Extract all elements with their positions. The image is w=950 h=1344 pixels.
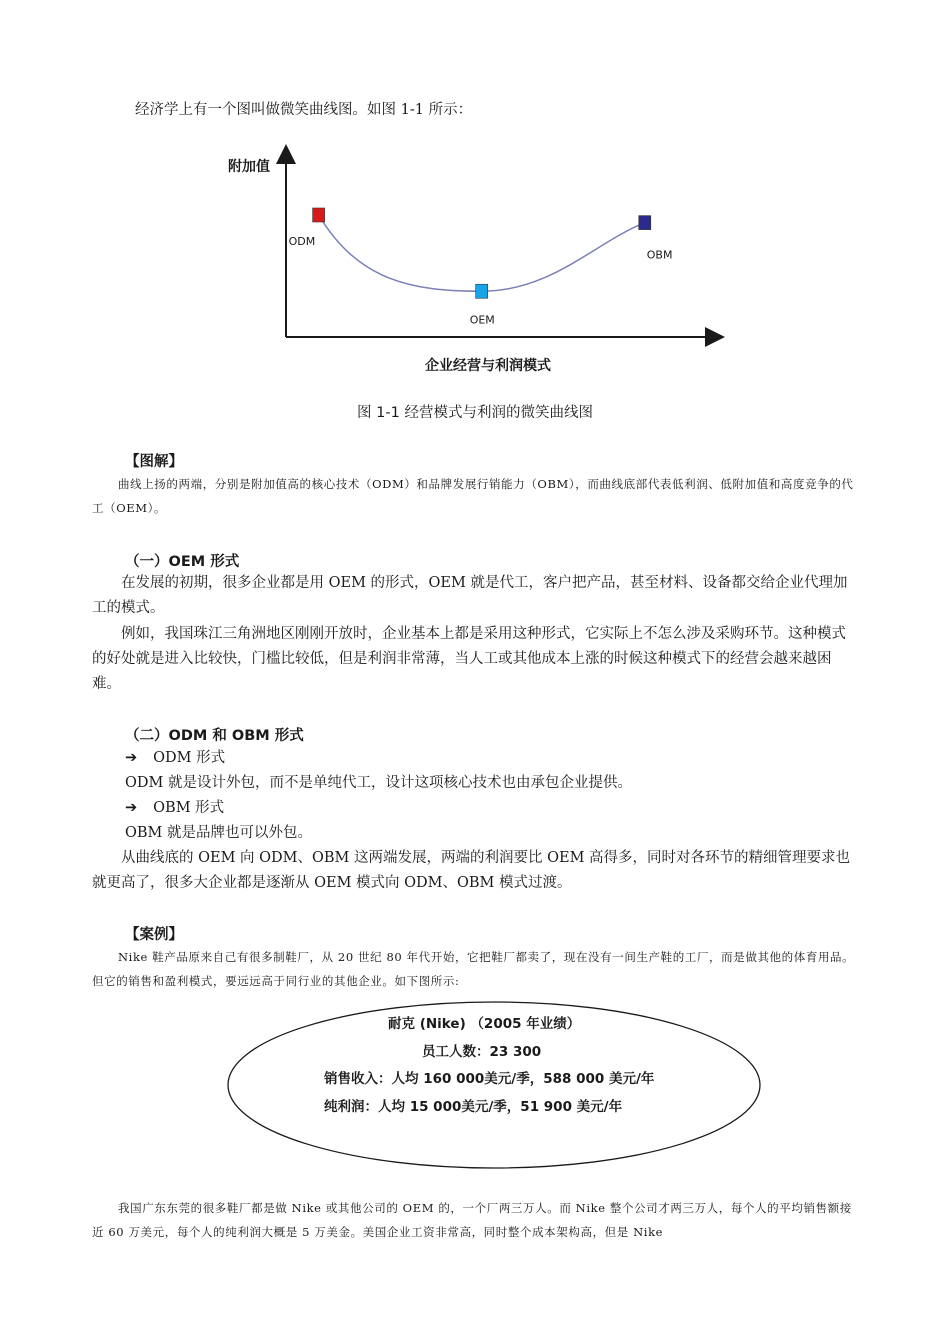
case-text: Nike 鞋产品原来自己有很多制鞋厂，从 20 世纪 80 年代开始，它把鞋厂都卖了，现在没有一间生产鞋的工厂，而是做其他的体育用品。但它的销售和盈利模式，要远远高于同行业的其他企业。如下图所示: [92, 950, 855, 988]
obm-bullet [125, 796, 224, 821]
point-label-odm: ODM [288, 235, 316, 248]
smile-curve-chart [220, 140, 740, 380]
nike-employees: 员工人数：23 300 [422, 1044, 542, 1060]
nike-box [226, 1000, 762, 1172]
obm-bullet-label: OBM 形式 [153, 800, 225, 816]
section1-paragraph-1: 在发展的初期，很多企业都是用 OEM 的形式，OEM 就是代工，客户把产品，甚至材料、设备都交给企业代理加工的模式。 [92, 575, 848, 616]
section2-heading: （二）ODM 和 OBM 形式 [125, 728, 304, 744]
y-axis-label: 附加值 [228, 159, 270, 175]
nike-profit: 纯利润：人均 15 000美元/季，51 900 美元/年 [324, 1099, 623, 1115]
point-marker-obm [639, 216, 651, 230]
arrow-right-icon: ➔ [125, 800, 138, 816]
obm-text: OBM 就是品牌也可以外包。 [125, 825, 312, 841]
x-axis-label: 企业经营与利润模式 [425, 358, 551, 374]
figure-caption: 图 1-1 经营模式与利润的微笑曲线图 [357, 405, 593, 421]
nike-title: 耐克 (Nike) （2005 年业绩） [388, 1016, 581, 1032]
nike-sales: 销售收入：人均 160 000美元/季，588 000 美元/年 [324, 1071, 655, 1087]
smile-curve-line [319, 215, 645, 291]
point-marker-odm [313, 208, 325, 222]
arrow-right-icon: ➔ [125, 750, 138, 766]
point-marker-oem [476, 284, 488, 298]
point-label-obm: OBM [646, 248, 673, 262]
section1-heading: （一）OEM 形式 [125, 554, 240, 570]
section2-paragraph: 从曲线底的 OEM 向 ODM、OBM 这两端发展，两端的利润要比 OEM 高得多，同时对各环节的精细管理要求也就更高了，很多大企业都是逐渐从 OEM 模式向 ODM、OBM 模式过渡。 [92, 850, 851, 891]
section1-paragraph-2: 例如，我国珠江三角洲地区刚刚开放时，企业基本上都是采用这种形式，它实际上不怎么涉及采购环节。这种模式的好处就是进入比较快，门槛比较低，但是利润非常薄，当人工或其他成本上涨的时候这种模式下的经营会越来越困难。 [92, 626, 846, 692]
case-heading: 【案例】 [125, 927, 183, 943]
odm-bullet [125, 746, 225, 771]
intro-text: 经济学上有一个图叫做微笑曲线图。如图 1-1 所示： [135, 102, 473, 118]
closing-text: 我国广东东莞的很多鞋厂都是做 Nike 或其他公司的 OEM 的，一个厂两三万人。而 Nike 整个公司才两三万人，每个人的平均销售额接近 60 万美元，每个人的纯利润大概是 5 万美金。美国企业工资非常高，同时整个成本架构高，但是 Nike [92, 1201, 852, 1239]
odm-text: ODM 就是设计外包，而不是单纯代工，设计这项核心技术也由承包企业提供。 [125, 775, 632, 791]
point-label-oem: OEM [469, 313, 495, 327]
odm-bullet-label: ODM 形式 [153, 750, 226, 766]
tujie-heading: 【图解】 [125, 454, 183, 470]
tujie-text: 曲线上扬的两端，分别是附加值高的核心技术（ODM）和品牌发展行销能力（OBM），而曲线底部代表低利润、低附加值和高度竞争的代工（OEM）。 [92, 477, 854, 515]
